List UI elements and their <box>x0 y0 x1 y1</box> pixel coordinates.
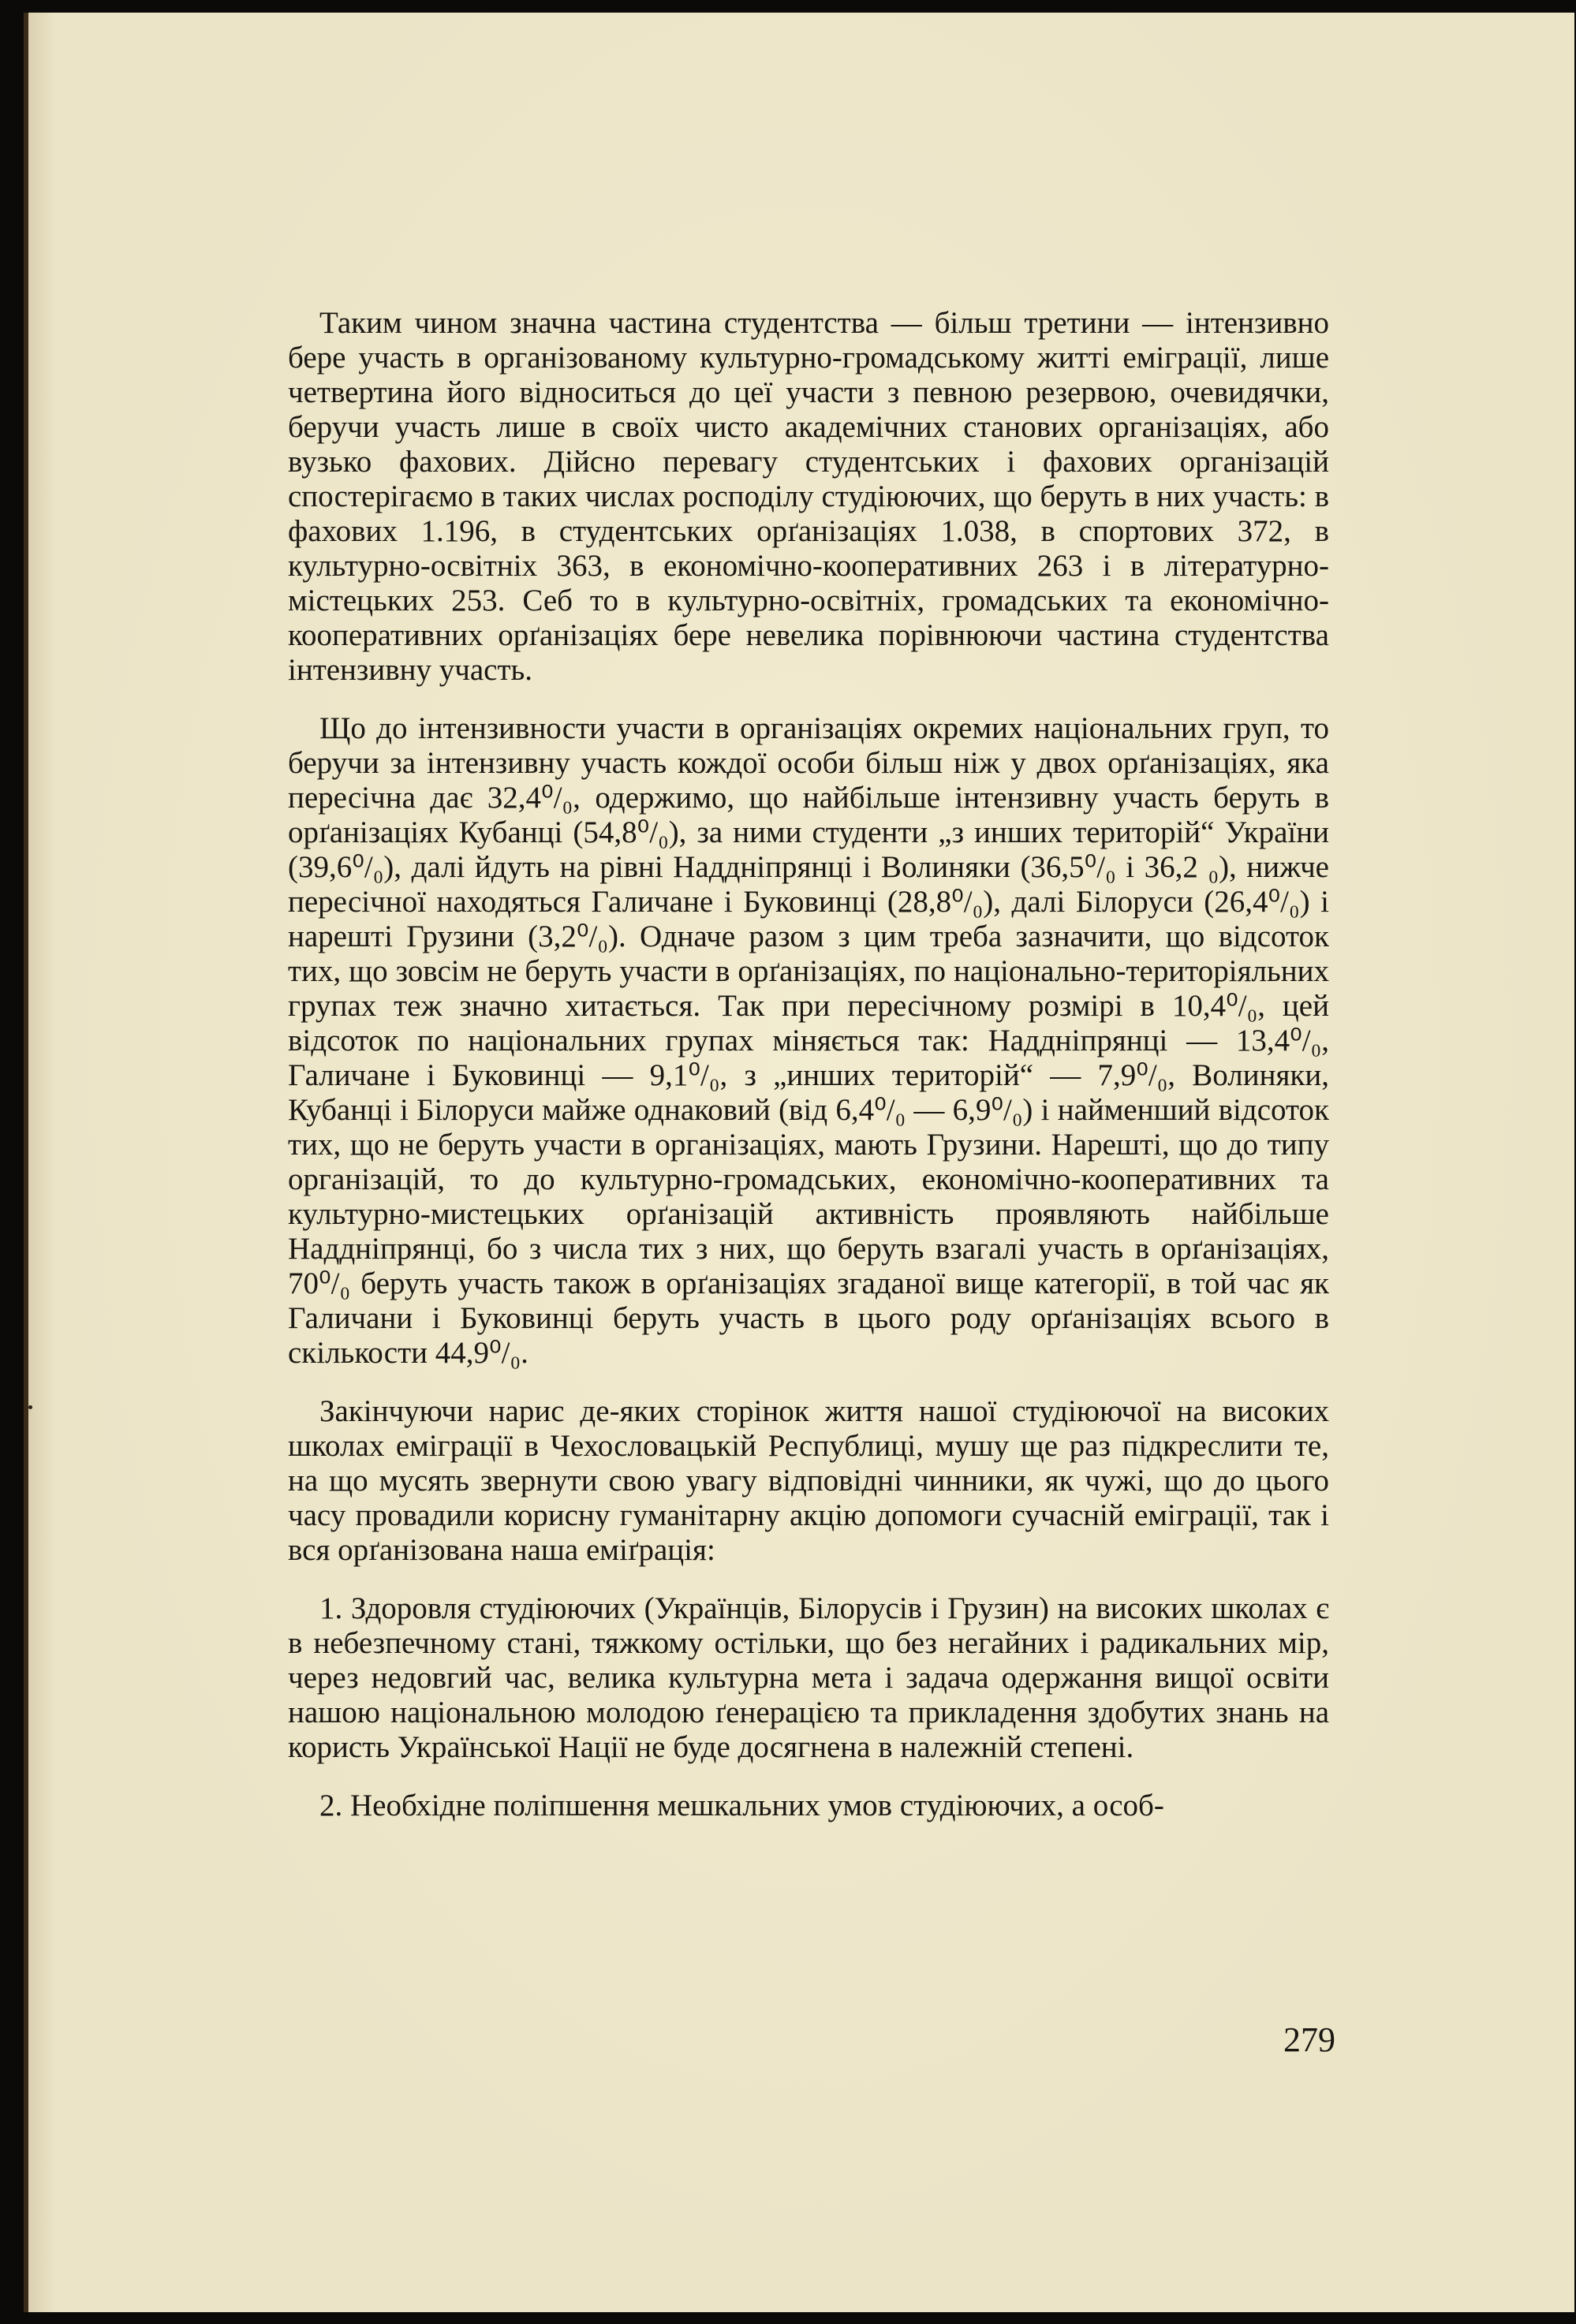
binding-edge <box>24 13 28 2312</box>
page-number: 279 <box>1283 2020 1335 2059</box>
paragraph-2: Що до інтензивности участи в організаціях окремих національних груп, то беручи за інтензивну участь кождої особи більш ніж у двох орґанізаціях, яка пересічна дає 32,4⁰/₀, одержимо, що найбільше інтензивну участь беруть в орґанізаціях Кубанці (54,8⁰/₀), за ними студенти „з инших територій“ України (39,6⁰/₀), далі йдуть на рівні Наддніпрянці і Волиняки (36,5⁰/₀ і 36,2 ₀), нижче пересічної находяться Галичане і Буковинці (28,8⁰/₀), далі Білоруси (26,4⁰/₀) і нарешті Грузини (3,2⁰/₀). Одначе разом з цим треба зазначити, що відсоток тих, що зовсім не беруть участи в орґанізаціях, по національно-територіяльних групах теж значно хитається. Так при пересічному розмірі в 10,4⁰/₀, цей відсоток по національних групах міняється так: Наддніпрянці — 13,4⁰/₀, Галичане і Буковинці — 9,1⁰/₀, з „инших територій“ — 7,9⁰/₀, Волиняки, Кубанці і Білоруси майже однаковий (від 6,4⁰/₀ — 6,9⁰/₀) і найменший відсоток тих, що не беруть участи в організаціях, мають Грузини. Нарешті, що до типу організацій, то до культурно-громадських, економічно-кооперативних та культурно-мистецьких орґанізацій активність проявляють найбільше Наддніпрянці, бо з числа тих з них, що беруть взагалі участь в орґанізаціях, 70⁰/₀ беруть участь також в орґанізаціях згаданої вище категорії, в той час як Галичани і Буковинці беруть участь в цього роду орґанізаціях всього в скількости 44,9⁰/₀. <box>288 711 1329 1370</box>
paragraph-3: Закінчуючи нарис де-яких сторінок життя нашої студіюючої на високих школах еміграції в Чехословацькій Республиці, мушу ще раз підкреслити те, на що мусять звернути свою увагу відповідні чинники, як чужі, що до цього часу провадили корисну гуманітарну акцію допомоги сучасній еміграції, так і вся орґанізована наша еміґрація: <box>288 1394 1329 1567</box>
page-mark <box>28 1405 32 1409</box>
page <box>24 13 1574 2312</box>
list-item-1: 1. Здоровля студіюючих (Українців, Білорусів і Грузин) на високих школах є в небезпечному стані, тяжкому остільки, що без негайних і радикальних мір, через недовгий час, велика культурна мета і задача одержання вищої освіти нашою національною молодою ґенерацією та прикладення здобутих знань на користь Української Нації не буде досягнена в належній степені. <box>288 1591 1329 1764</box>
body-text <box>288 306 1329 1847</box>
paragraph-1: Таким чином значна частина студентства — більш третини — інтензивно бере участь в організованому культурно-громадському житті еміграції, лише четвертина його відноситься до цеї участи з певною резервою, очевидячки, беручи участь лише в своїх чисто академічних станових організаціях, або вузько фахових. Дійсно перевагу студентських і фахових організацій спостерігаємо в таких числах росподілу студіюючих, що беруть в них участь: в фахових 1.196, в студентських орґанізаціях 1.038, в спортових 372, в культурно-освітніх 363, в економічно-кооперативних 263 і в літературно-містецьких 253. Себ то в культурно-освітніх, громадських та економічно-кооперативних орґанізаціях бере невелика порівнюючи частина студентства інтензивну участь. <box>288 306 1329 687</box>
list-item-2: 2. Необхідне поліпшення мешкальних умов студіюючих, а особ- <box>319 1789 1164 1822</box>
